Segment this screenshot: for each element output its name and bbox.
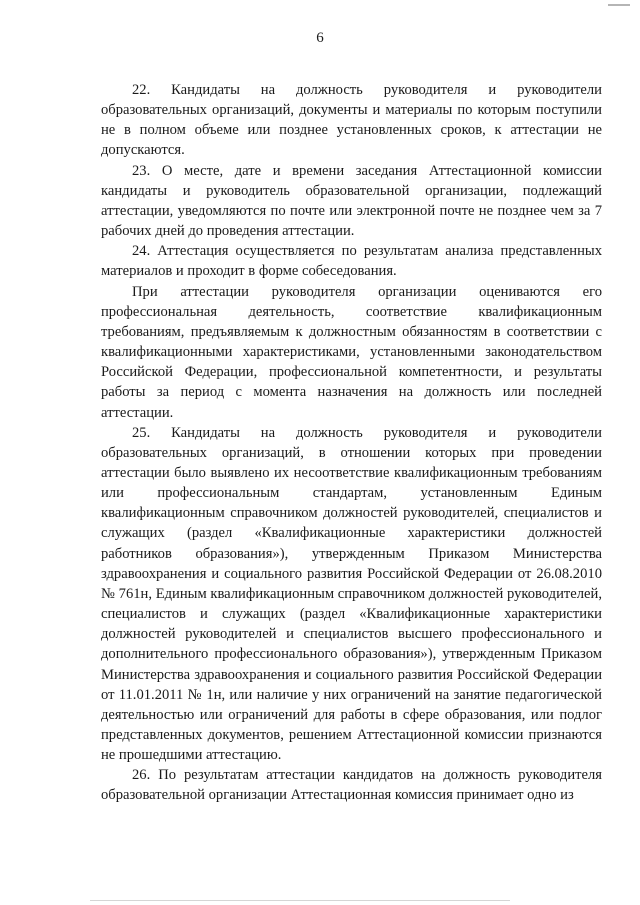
document-body — [101, 80, 602, 806]
scan-artifact-line — [90, 900, 510, 901]
paragraph-26: 26. По результатам аттестации кандидатов на должность руководителя образовательной организации Аттестационная комиссия принимает одно из — [101, 767, 602, 804]
page-number: 6 — [316, 30, 324, 46]
paragraph-24: 24. Аттестация осуществляется по результатам анализа представленных материалов и проходит в форме собеседования. — [101, 243, 602, 280]
paragraph-25: 25. Кандидаты на должность руководителя и руководители образовательных организаций, в отношении которых при проведении аттестации было выявлено их несоответствие квалификационным требованиям или профессиональным стандартам, установленным Единым квалификационным справочником должностей руководителей, специалистов и служащих (раздел «Квалификационные характеристики должностей работников образования»), утвержденным Приказом Министерства здравоохранения и социального развития Российской Федерации от 26.08.2010 № 761н, Единым квалификационным справочником должностей руководителей, специалистов и служащих (раздел «Квалификационные характеристики должностей руководителей и специалистов высшего профессионального и дополнительного профессионального образования»), утвержденным Приказом Министерства здравоохранения и социального развития Российской Федерации от 11.01.2011 № 1н, или наличие у них ограничений на занятие педагогической деятельностью или ограничений для работы в сфере образования, или подлог представленных документов, решением Аттестационной комиссии признаются не прошедшими аттестацию. — [101, 424, 602, 764]
paragraph-23: 23. О месте, дате и времени заседания Аттестационной комиссии кандидаты и руководитель образовательной организации, подлежащий аттестации, уведомляются по почте или электронной почте не позднее чем за 7 рабочих дней до проведения аттестации. — [101, 162, 602, 240]
scan-artifact-mark — [608, 4, 630, 6]
paragraph-22: 22. Кандидаты на должность руководителя и руководители образовательных организаций, документы и материалы по которым поступили не в полном объеме или позднее установленных сроков, к аттестации не допускаются. — [101, 82, 602, 159]
paragraph-24-continued: При аттестации руководителя организации оцениваются его профессиональная деятельность, соответствие квалификационным требованиям, предъявляемым к должностным обязанностям в соответствии с квалификационными характеристиками, установленными законодательством Российской Федерации, профессиональной компетентности, и результаты работы за период с момента назначения на должность или последней аттестации. — [101, 283, 602, 421]
